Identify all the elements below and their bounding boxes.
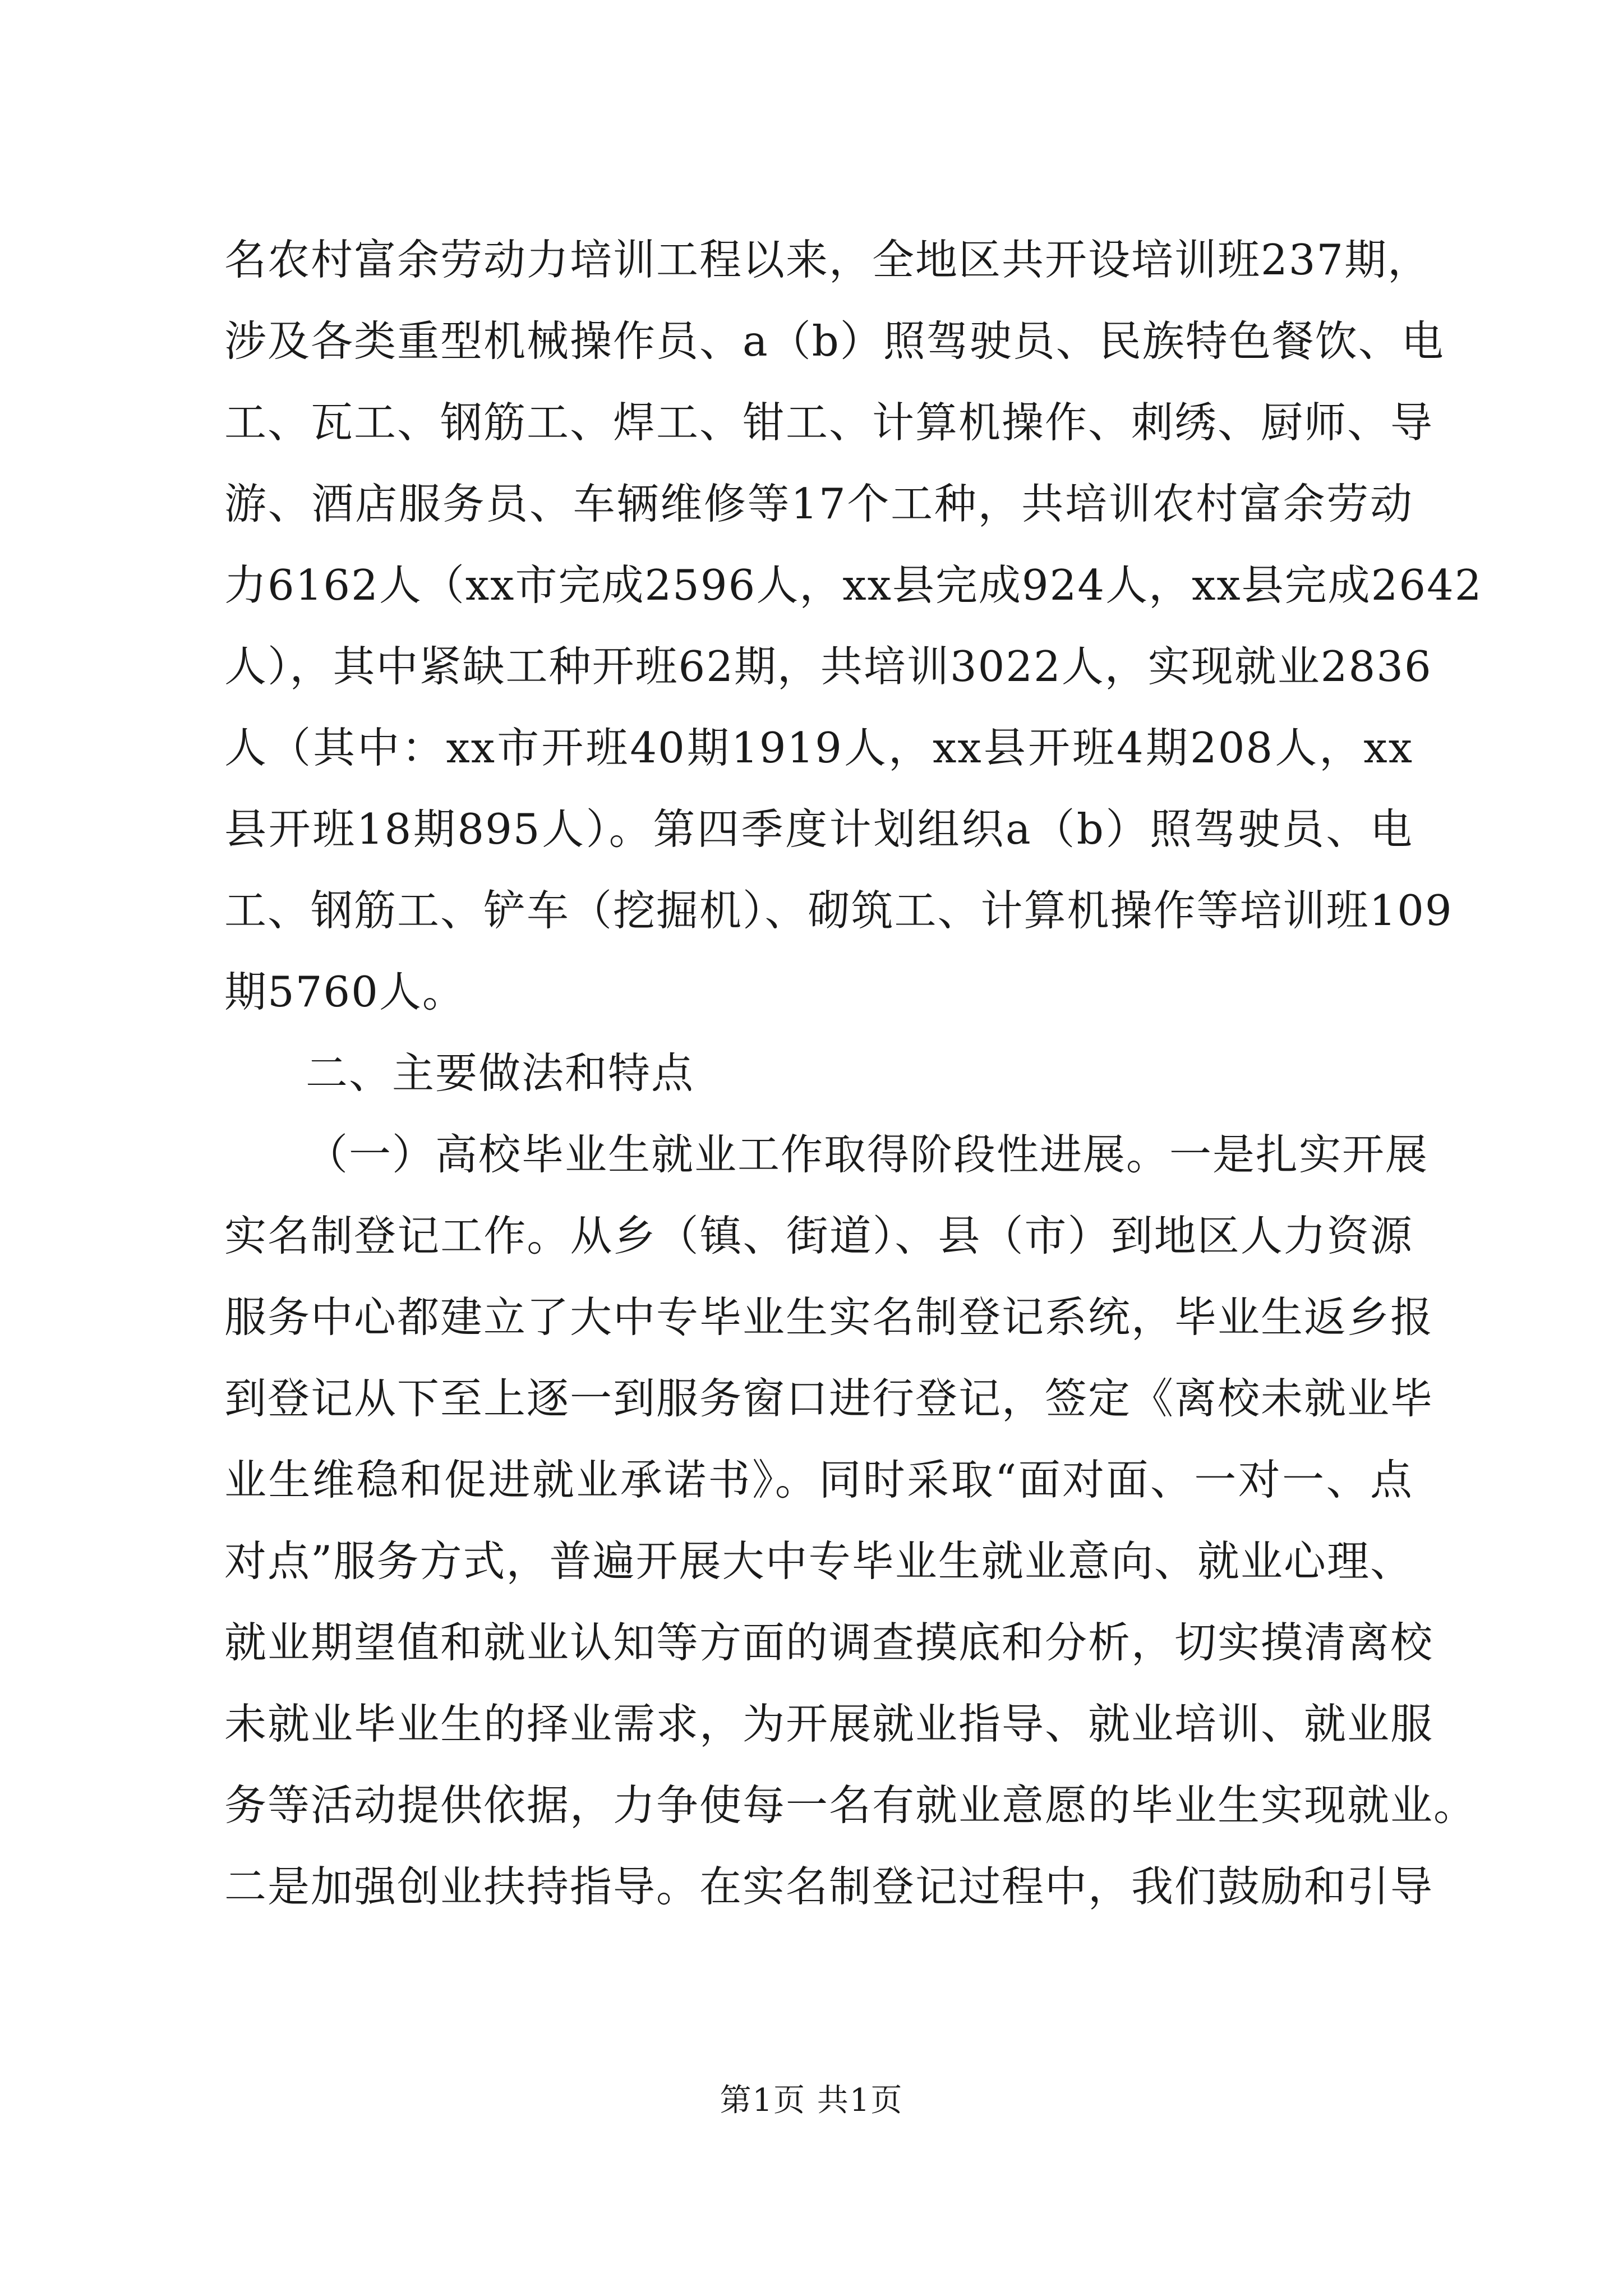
paragraph-line: 人（其中：xx市开班40期1919人，xx县开班4期208人，xx (224, 723, 1413, 772)
paragraph-line: 未就业毕业生的择业需求，为开展就业指导、就业培训、就业服 (224, 1699, 1434, 1749)
paragraph-line: 实名制登记工作。从乡（镇、街道）、县（市）到地区人力资源 (224, 1211, 1413, 1260)
paragraph-line: 名农村富余劳动力培训工程以来，全地区共开设培训班237期， (224, 235, 1431, 284)
paragraph-line: 务等活动提供依据，力争使每一名有就业意愿的毕业生实现就业。 (224, 1780, 1477, 1830)
paragraph-line: 县开班18期895人）。第四季度计划组织a（b）照驾驶员、电 (224, 804, 1413, 854)
paragraph-line: 涉及各类重型机械操作员、a（b）照驾驶员、民族特色餐饮、电 (224, 316, 1445, 366)
page-footer: 第1页 共1页 (720, 2082, 903, 2119)
paragraph-line: 就业期望值和就业认知等方面的调查摸底和分析，切实摸清离校 (224, 1618, 1434, 1667)
paragraph-line: 服务中心都建立了大中专毕业生实名制登记系统，毕业生返乡报 (224, 1292, 1434, 1342)
paragraph-line: 期5760人。 (224, 967, 465, 1016)
paragraph-line: 到登记从下至上逐一到服务窗口进行登记，签定《离校未就业毕 (224, 1374, 1434, 1423)
paragraph-line: （一）高校毕业生就业工作取得阶段性进展。一是扎实开展 (306, 1130, 1429, 1179)
paragraph-line: 游、酒店服务员、车辆维修等17个工种，共培训农村富余劳动 (224, 479, 1413, 528)
paragraph-line: 力6162人（xx市完成2596人，xx县完成924人，xx县完成2642 (224, 560, 1483, 610)
paragraph-line: 工、钢筋工、铲车（挖掘机）、砌筑工、计算机操作等培训班109 (224, 886, 1453, 935)
paragraph-line: 工、瓦工、钢筋工、焊工、钳工、计算机操作、刺绣、厨师、导 (224, 398, 1434, 447)
paragraph-line: 业生维稳和促进就业承诺书》。同时采取“面对面、一对一、点 (224, 1455, 1413, 1504)
paragraph-line: 二是加强创业扶持指导。在实名制登记过程中，我们鼓励和引导 (224, 1862, 1434, 1911)
paragraph-line: 人），其中紧缺工种开班62期，共培训3022人，实现就业2836 (224, 642, 1432, 691)
section-heading: 二、主要做法和特点 (306, 1048, 695, 1098)
paragraph-line: 对点”服务方式，普遍开展大中专毕业生就业意向、就业心理、 (224, 1536, 1413, 1586)
